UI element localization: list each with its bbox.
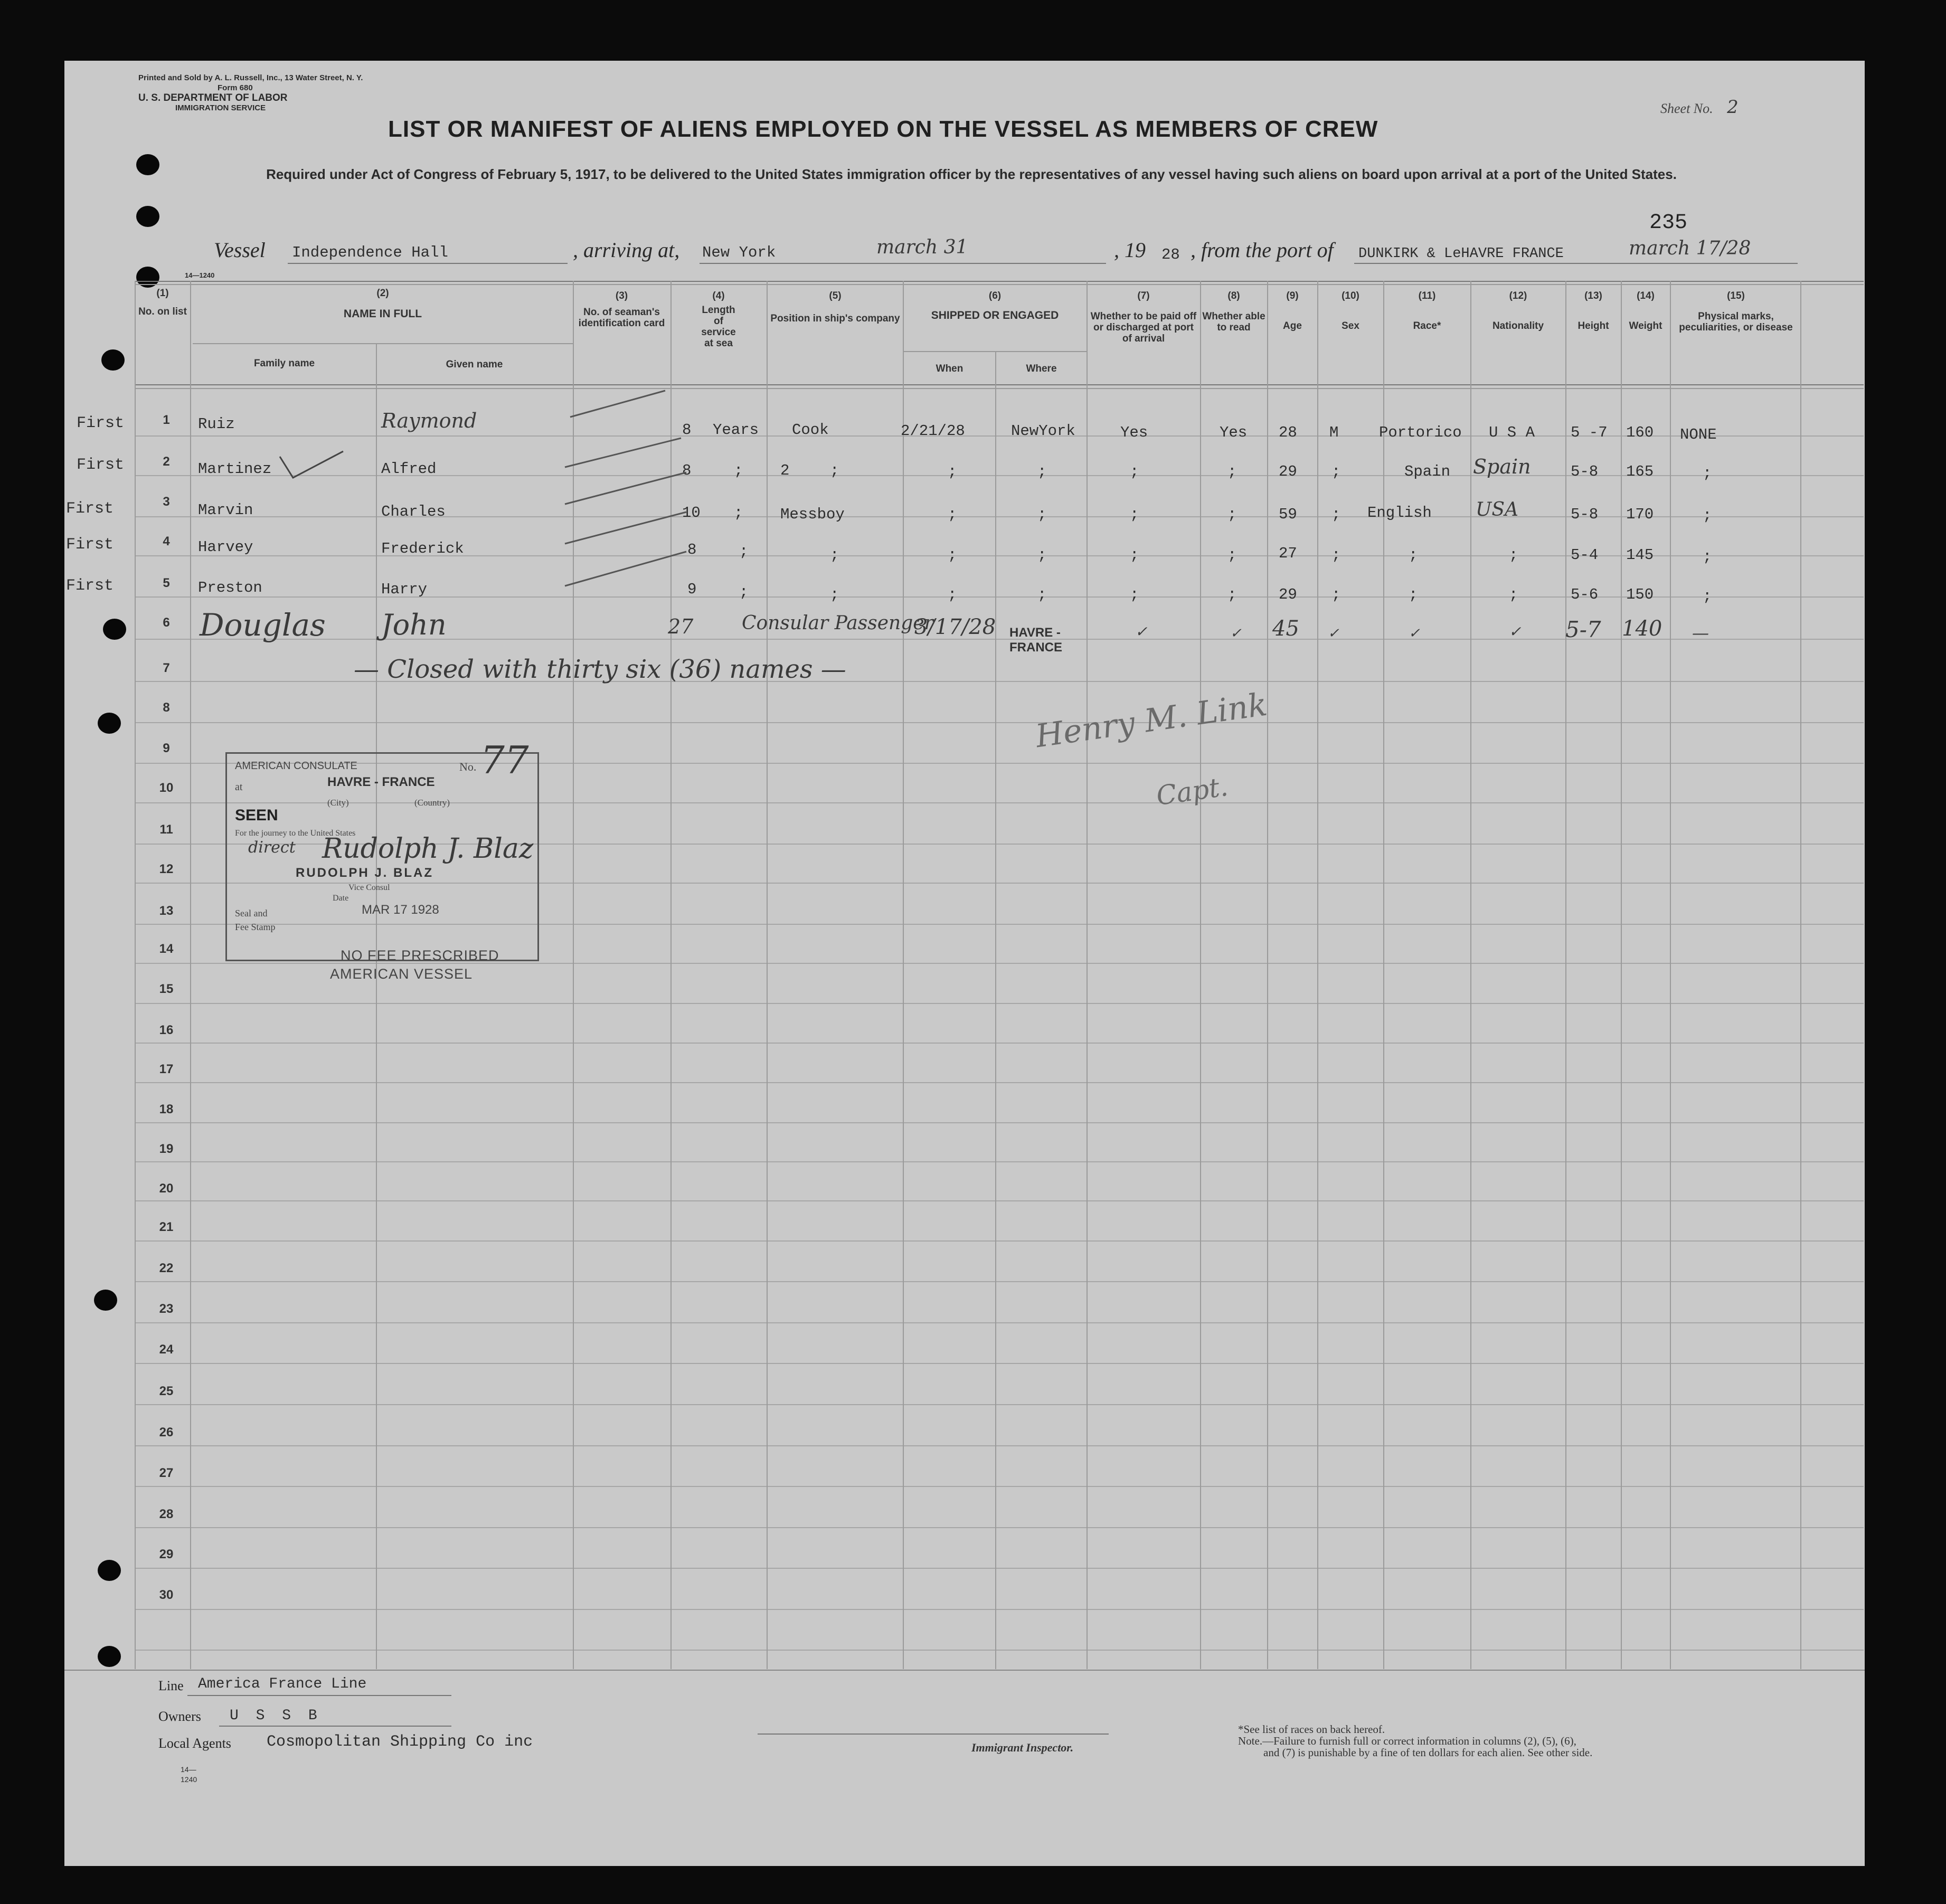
sheet-number <box>1660 97 1739 118</box>
punch-hole <box>98 713 121 734</box>
race: Portorico <box>1379 424 1462 441</box>
race: ; <box>1409 546 1418 564</box>
col-number: (13) <box>1584 290 1602 301</box>
shipped-where: ; <box>1037 586 1047 603</box>
punch-hole <box>136 154 159 175</box>
able-to-read: ✓ <box>1230 626 1242 641</box>
col-9-header <box>1268 290 1317 331</box>
line-value: America France Line <box>198 1676 367 1692</box>
col-7-header <box>1089 290 1198 344</box>
col-number: (7) <box>1137 290 1150 301</box>
stamp-place: HAVRE - FRANCE <box>327 775 435 789</box>
given-name-header: Given name <box>446 359 503 370</box>
row-rule <box>135 1082 1864 1083</box>
vessel-label: Vessel <box>214 238 266 262</box>
where-header: Where <box>1026 363 1057 374</box>
sheet-number-label: Sheet No. <box>1660 101 1713 116</box>
col-label: NAME IN FULL <box>343 308 422 320</box>
paid-off: ; <box>1130 506 1139 523</box>
stamp-seen: SEEN <box>235 807 278 824</box>
punch-hole <box>103 619 126 640</box>
height: 5 -7 <box>1571 424 1608 441</box>
weight: 165 <box>1626 463 1654 480</box>
paid-off: ; <box>1130 546 1139 564</box>
consul-name: RUDOLPH J. BLAZ <box>296 866 433 880</box>
race: English <box>1367 504 1432 522</box>
row-rule <box>135 1363 1864 1364</box>
position: ; <box>830 546 839 564</box>
age: 29 <box>1279 463 1297 480</box>
service-length: 8 <box>687 541 697 558</box>
captain-signature: Henry M. Link <box>1033 686 1270 755</box>
seal-label: Seal and <box>235 908 268 918</box>
col-number: (3) <box>615 290 628 301</box>
row-number: 18 <box>159 1102 174 1116</box>
fee-note: NO FEE PRESCRIBED <box>341 948 499 963</box>
row-rule <box>135 1609 1864 1610</box>
row-number: 17 <box>159 1062 174 1076</box>
family-name: Ruiz <box>198 415 235 433</box>
physical-marks: NONE <box>1680 426 1717 443</box>
arrival-date: march 31 <box>876 236 968 258</box>
row-rule <box>135 1003 1864 1004</box>
weight: 150 <box>1626 586 1654 603</box>
stamp-number: 77 <box>480 738 529 782</box>
stamp-at-label: at <box>235 781 243 793</box>
row-number: 8 <box>163 700 170 715</box>
owners-label: Owners <box>158 1709 201 1724</box>
family-name: Preston <box>198 579 262 596</box>
cancel-strokes <box>560 380 697 602</box>
row-number: 16 <box>159 1023 174 1037</box>
col-5-header <box>769 290 901 324</box>
sex: ; <box>1331 546 1341 564</box>
row-number: 29 <box>159 1547 174 1561</box>
row-rule <box>135 1445 1864 1446</box>
row-number: 11 <box>159 822 173 837</box>
punch-hole <box>98 1646 121 1667</box>
row-rule <box>135 1404 1864 1405</box>
row-number: 7 <box>163 661 170 675</box>
physical-marks: ; <box>1703 507 1712 524</box>
paid-off: ; <box>1130 463 1139 480</box>
shipped-where: ; <box>1037 506 1047 523</box>
service-length: 8 <box>682 421 692 439</box>
row-number: 9 <box>163 741 170 755</box>
row-rule <box>135 1200 1864 1201</box>
row-number: 21 <box>159 1220 174 1234</box>
col-number: (8) <box>1227 290 1240 301</box>
age: 27 <box>1279 545 1297 562</box>
shipped-where: ; <box>1037 463 1047 480</box>
weight: 170 <box>1626 506 1654 523</box>
col-8-header <box>1202 290 1265 333</box>
arriving-port: New York <box>702 244 776 261</box>
able-to-read: Yes <box>1220 424 1248 441</box>
row-number: 20 <box>159 1181 174 1196</box>
position: Messboy <box>780 506 845 523</box>
col-2-header <box>193 288 573 319</box>
col-label: No. on list <box>138 306 187 317</box>
shipped-where: NewYork <box>1011 422 1075 440</box>
margin-note: First <box>77 414 125 432</box>
punch-hole <box>136 206 159 227</box>
paid-off: ✓ <box>1135 623 1148 640</box>
col-label: No. of seaman's identification card <box>578 307 665 329</box>
sex: ; <box>1331 586 1341 603</box>
service-length: 10 <box>682 504 701 522</box>
col-6-header <box>904 290 1086 321</box>
weight: 160 <box>1626 424 1654 441</box>
service-length: 8 <box>682 462 692 479</box>
row-number: 22 <box>159 1261 174 1275</box>
shipped-where: HAVRE - FRANCE <box>1009 626 1062 655</box>
col-number: (4) <box>712 290 725 301</box>
fine-note-cont: and (7) is punishable by a fine of ten dollars for each alien. See other side. <box>1263 1746 1593 1759</box>
nationality: USA <box>1476 499 1518 520</box>
col-10-header <box>1318 290 1383 331</box>
col-1-header <box>138 288 187 317</box>
consul-title: Vice Consul <box>348 883 390 892</box>
nationality: ; <box>1509 586 1518 603</box>
age: 28 <box>1279 424 1297 441</box>
age: 29 <box>1279 586 1297 603</box>
col-label: Whether to be paid off or discharged at port of arrival <box>1090 311 1197 344</box>
stamp-header: AMERICAN CONSULATE <box>235 760 357 772</box>
service-unit: ; <box>734 504 743 522</box>
closing-note: — Closed with thirty six (36) names — <box>354 655 846 684</box>
page-title: LIST OR MANIFEST OF ALIENS EMPLOYED ON THE VESSEL AS MEMBERS OF CREW <box>388 116 1378 142</box>
row-number: 19 <box>159 1142 174 1156</box>
punch-hole <box>94 1290 117 1311</box>
family-name: Martinez <box>198 460 272 478</box>
race: Spain <box>1404 463 1451 480</box>
row-number: 2 <box>163 454 170 469</box>
row-number: 13 <box>159 904 174 918</box>
given-name: John <box>381 608 447 641</box>
stamp-country-label: (Country) <box>414 798 450 808</box>
col-number: (5) <box>829 290 842 301</box>
footer-notes <box>1238 1723 1592 1758</box>
col-label: Position in ship's company <box>770 313 900 324</box>
col-number: (14) <box>1637 290 1655 301</box>
col-label: Length of service at sea <box>701 305 736 349</box>
row-rule <box>135 1568 1864 1569</box>
col-label: Height <box>1577 320 1609 331</box>
row-number: 25 <box>159 1384 174 1398</box>
race: ; <box>1409 586 1418 603</box>
inspector-label: Immigrant Inspector. <box>971 1741 1074 1754</box>
shipped-when: ; <box>948 506 957 523</box>
position: 2 <box>780 462 790 479</box>
owners-value: U S S B <box>230 1708 322 1724</box>
vessel-note: AMERICAN VESSEL <box>330 966 473 982</box>
able-to-read: ; <box>1227 506 1237 523</box>
row-rule <box>135 1281 1864 1282</box>
col-label: Physical marks, peculiarities, or disease <box>1679 311 1793 333</box>
printer-block <box>138 73 363 113</box>
form-code-top: 14—1240 <box>185 271 215 279</box>
col-13-header <box>1566 290 1620 331</box>
age: 45 <box>1272 617 1299 641</box>
row-number: 6 <box>163 615 170 630</box>
row-rule <box>135 1122 1864 1123</box>
given-name: Harry <box>381 581 428 598</box>
paid-off: Yes <box>1120 424 1148 441</box>
agents-label: Local Agents <box>158 1736 231 1751</box>
col-3-header <box>575 290 668 329</box>
service-length: 9 <box>687 581 697 598</box>
printer-line: Printed and Sold by A. L. Russell, Inc., 13 Water Street, N. Y. <box>138 73 363 82</box>
departure-date: march 17/28 <box>1629 238 1751 259</box>
row-number: 5 <box>163 576 170 590</box>
nationality: U S A <box>1489 424 1535 441</box>
check-mark <box>275 446 348 483</box>
number-stamp: 235 <box>1649 211 1688 235</box>
consul-signature: Rudolph J. Blaz <box>322 833 534 865</box>
margin-note: First <box>66 577 114 595</box>
weight: 145 <box>1626 546 1654 564</box>
stamp-date: MAR 17 1928 <box>362 903 439 917</box>
col-label: Race* <box>1413 320 1441 331</box>
service-unit: Years <box>713 421 759 439</box>
physical-marks: ; <box>1703 588 1712 605</box>
col-12-header <box>1471 290 1565 331</box>
fee-stamp-label: Fee Stamp <box>235 922 276 932</box>
sex: M <box>1329 424 1339 441</box>
row-number: 14 <box>159 942 174 956</box>
shipped-when: ; <box>948 463 957 480</box>
page-subtitle: Required under Act of Congress of February 5, 1917, to be delivered to the United States immigration officer by the representatives of any vessel having such aliens on board upon arrival at a port of the United States. <box>266 166 1677 182</box>
family-name: Harvey <box>198 538 253 556</box>
captain-title: Capt. <box>1154 771 1230 812</box>
col-label: Nationality <box>1492 320 1544 331</box>
col-number: (12) <box>1509 290 1527 301</box>
col-11-header <box>1384 290 1470 331</box>
sex: ✓ <box>1328 626 1339 641</box>
able-to-read: ; <box>1227 586 1237 603</box>
position: Cook <box>792 421 829 439</box>
height: 5-6 <box>1571 586 1599 603</box>
col-4-header <box>673 290 764 349</box>
col-number: (15) <box>1727 290 1745 301</box>
height: 5-7 <box>1565 617 1601 642</box>
service-length: 27 <box>668 615 694 638</box>
service-unit: ; <box>734 462 743 479</box>
fine-note: Note.—Failure to furnish full or correct information in columns (2), (5), (6), <box>1238 1735 1576 1747</box>
race: ✓ <box>1409 626 1420 641</box>
punch-hole <box>101 349 125 371</box>
physical-marks: ; <box>1703 548 1712 565</box>
col-14-header <box>1622 290 1669 331</box>
from-port: DUNKIRK & LeHAVRE FRANCE <box>1358 246 1564 262</box>
margin-note: First <box>77 456 125 474</box>
paid-off: ; <box>1130 586 1139 603</box>
nationality: Spain <box>1473 455 1531 478</box>
row-rule <box>135 1322 1864 1323</box>
shipped-when: 3/17/28 <box>914 615 996 639</box>
stamp-date-label: Date <box>333 894 349 903</box>
col-number: (1) <box>156 288 169 299</box>
row-number: 28 <box>159 1507 174 1521</box>
physical-marks: ; <box>1703 465 1712 482</box>
given-name: Frederick <box>381 540 464 557</box>
shipped-when: ; <box>948 586 957 603</box>
col-number: (6) <box>988 290 1002 301</box>
row-rule <box>135 1161 1864 1162</box>
position-ditto: ; <box>830 462 839 479</box>
family-name-header: Family name <box>253 358 315 369</box>
when-header: When <box>936 363 963 374</box>
row-number: 27 <box>159 1466 174 1480</box>
shipped-where: ; <box>1037 546 1047 564</box>
form-code-bottom: 14—1240 <box>181 1765 197 1784</box>
service-name: IMMIGRATION SERVICE <box>175 103 266 112</box>
row-rule <box>135 1240 1864 1242</box>
service-unit: ; <box>739 543 749 560</box>
col-15-header <box>1673 290 1799 333</box>
shipped-when: ; <box>948 546 957 564</box>
physical-marks: — <box>1692 623 1709 643</box>
row-number: 12 <box>159 862 174 876</box>
row-number: 26 <box>159 1425 174 1439</box>
col-label: SHIPPED OR ENGAGED <box>931 309 1059 321</box>
col-number: (11) <box>1418 290 1436 301</box>
col-number: (10) <box>1342 290 1359 301</box>
given-name: Raymond <box>381 409 477 432</box>
able-to-read: ; <box>1227 463 1237 480</box>
family-name: Douglas <box>200 607 326 643</box>
height: 5-8 <box>1571 506 1599 523</box>
vessel-line <box>214 236 1798 273</box>
col-label: Weight <box>1629 320 1662 331</box>
position: ; <box>830 586 839 603</box>
row-number: 24 <box>159 1342 174 1357</box>
margin-note: First <box>66 536 114 554</box>
stamp-direct: direct <box>248 838 296 857</box>
row-number: 30 <box>159 1588 174 1602</box>
row-number: 23 <box>159 1302 174 1316</box>
stamp-number-label: No. <box>459 760 477 773</box>
able-to-read: ; <box>1227 546 1237 564</box>
col-number: (2) <box>376 288 389 299</box>
col-label: Age <box>1283 320 1302 331</box>
stamp-city-label: (City) <box>327 798 349 808</box>
vessel-name: Independence Hall <box>292 244 448 261</box>
arriving-label: , arriving at, <box>573 238 680 262</box>
sex: ; <box>1331 463 1341 480</box>
consular-stamp <box>225 738 539 961</box>
year-prefix: , 19 <box>1114 238 1146 262</box>
sex: ; <box>1331 506 1341 523</box>
height: 5-8 <box>1571 463 1599 480</box>
line-label: Line <box>158 1678 184 1693</box>
row-number: 15 <box>159 982 174 996</box>
row-rule <box>135 1486 1864 1487</box>
punch-hole <box>98 1560 121 1581</box>
nationality: ✓ <box>1509 623 1522 640</box>
family-name: Marvin <box>198 501 253 519</box>
given-name: Charles <box>381 503 446 520</box>
year-value: 28 <box>1161 246 1180 263</box>
row-rule <box>135 1527 1864 1528</box>
row-number: 1 <box>163 413 170 427</box>
position: Consular Passenger <box>742 612 933 634</box>
height: 5-4 <box>1571 546 1599 564</box>
form-number: Form 680 <box>218 83 253 92</box>
row-number: 10 <box>159 781 174 795</box>
row-number: 4 <box>163 534 170 548</box>
weight: 140 <box>1622 617 1662 641</box>
sheet-number-value: 2 <box>1727 97 1739 118</box>
stamp-journey: For the journey to the United States <box>235 829 356 838</box>
age: 59 <box>1279 506 1297 523</box>
row-rule <box>135 1650 1864 1651</box>
service-unit: ; <box>739 583 749 601</box>
margin-note: First <box>66 500 114 518</box>
given-name: Alfred <box>381 460 437 478</box>
from-label: , from the port of <box>1191 238 1334 262</box>
agents-value: Cosmopolitan Shipping Co inc <box>267 1733 533 1751</box>
col-label: Sex <box>1342 320 1359 331</box>
col-label: Whether able to read <box>1202 311 1265 333</box>
races-note: *See list of races on back hereof. <box>1238 1723 1385 1736</box>
nationality: ; <box>1509 546 1518 564</box>
row-rule <box>135 722 1864 723</box>
col-number: (9) <box>1286 290 1299 301</box>
shipped-when: 2/21/28 <box>901 422 965 440</box>
department-name: U. S. DEPARTMENT OF LABOR <box>138 92 288 103</box>
row-rule <box>135 1043 1864 1044</box>
row-number: 3 <box>163 495 170 509</box>
